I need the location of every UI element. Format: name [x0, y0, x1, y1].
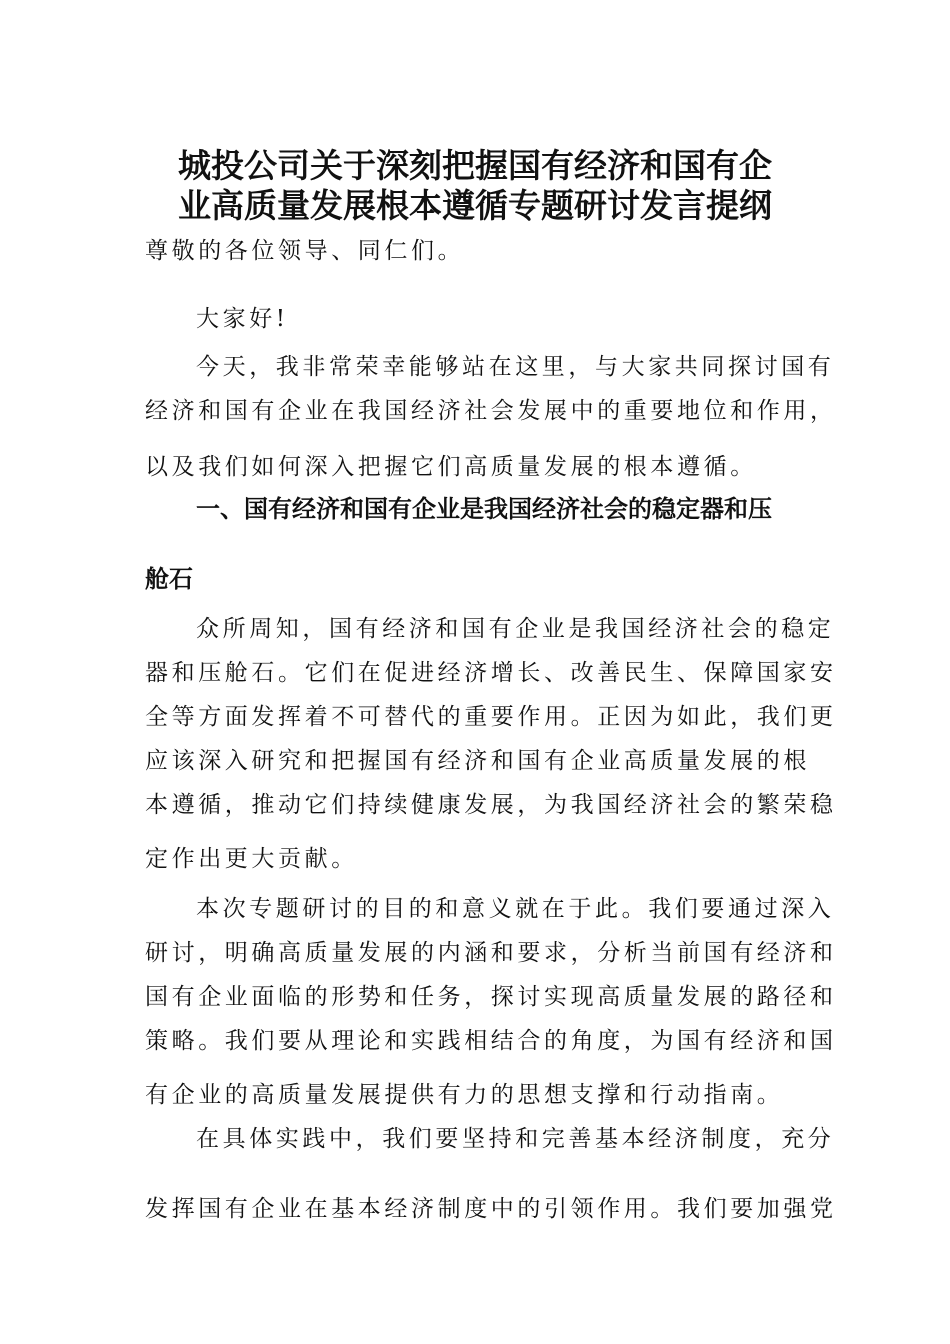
- para2-line-5: 有企业的高质量发展提供有力的思想支撑和行动指南。: [145, 1082, 784, 1108]
- intro-line-1: 今天，我非常荣幸能够站在这里，与大家共同探讨国有: [196, 354, 835, 380]
- para1-line-1: 众所周知，国有经济和国有企业是我国经济社会的稳定: [196, 616, 835, 642]
- intro-line-2: 经济和国有企业在我国经济社会发展中的重要地位和作用，: [145, 398, 837, 424]
- para2-line-2: 研讨，明确高质量发展的内涵和要求，分析当前国有经济和: [145, 940, 837, 966]
- para3-line-1: 在具体实践中，我们要坚持和完善基本经济制度，充分: [196, 1126, 835, 1152]
- intro-line-3: 以及我们如何深入把握它们高质量发展的根本遵循。: [145, 454, 757, 480]
- section-1-heading-line-2: 舱石: [145, 565, 193, 593]
- para1-line-2: 器和压舱石。它们在促进经济增长、改善民生、保障国家安: [145, 660, 837, 686]
- title-line-1: 城投公司关于深刻把握国有经济和国有企: [178, 146, 772, 185]
- title-line-2: 业高质量发展根本遵循专题研讨发言提纲: [178, 186, 772, 225]
- para1-line-5: 本遵循，推动它们持续健康发展，为我国经济社会的繁荣稳: [145, 792, 837, 818]
- para3-line-2: 发挥国有企业在基本经济制度中的引领作用。我们要加强党: [145, 1196, 837, 1222]
- section-1-heading-line-1: 一、国有经济和国有企业是我国经济社会的稳定器和压: [196, 495, 772, 523]
- para2-line-1: 本次专题研讨的目的和意义就在于此。我们要通过深入: [196, 896, 835, 922]
- para2-line-3: 国有企业面临的形势和任务，探讨实现高质量发展的路径和: [145, 984, 837, 1010]
- para1-line-3: 全等方面发挥着不可替代的重要作用。正因为如此，我们更: [145, 704, 837, 730]
- greeting: 大家好!: [196, 306, 289, 332]
- para1-line-6: 定作出更大贡献。: [145, 846, 358, 872]
- para2-line-4: 策略。我们要从理论和实践相结合的角度，为国有经济和国: [145, 1028, 837, 1054]
- salutation: 尊敬的各位领导、同仁们。: [145, 238, 465, 264]
- para1-line-4: 应该深入研究和把握国有经济和国有企业高质量发展的根: [145, 748, 810, 774]
